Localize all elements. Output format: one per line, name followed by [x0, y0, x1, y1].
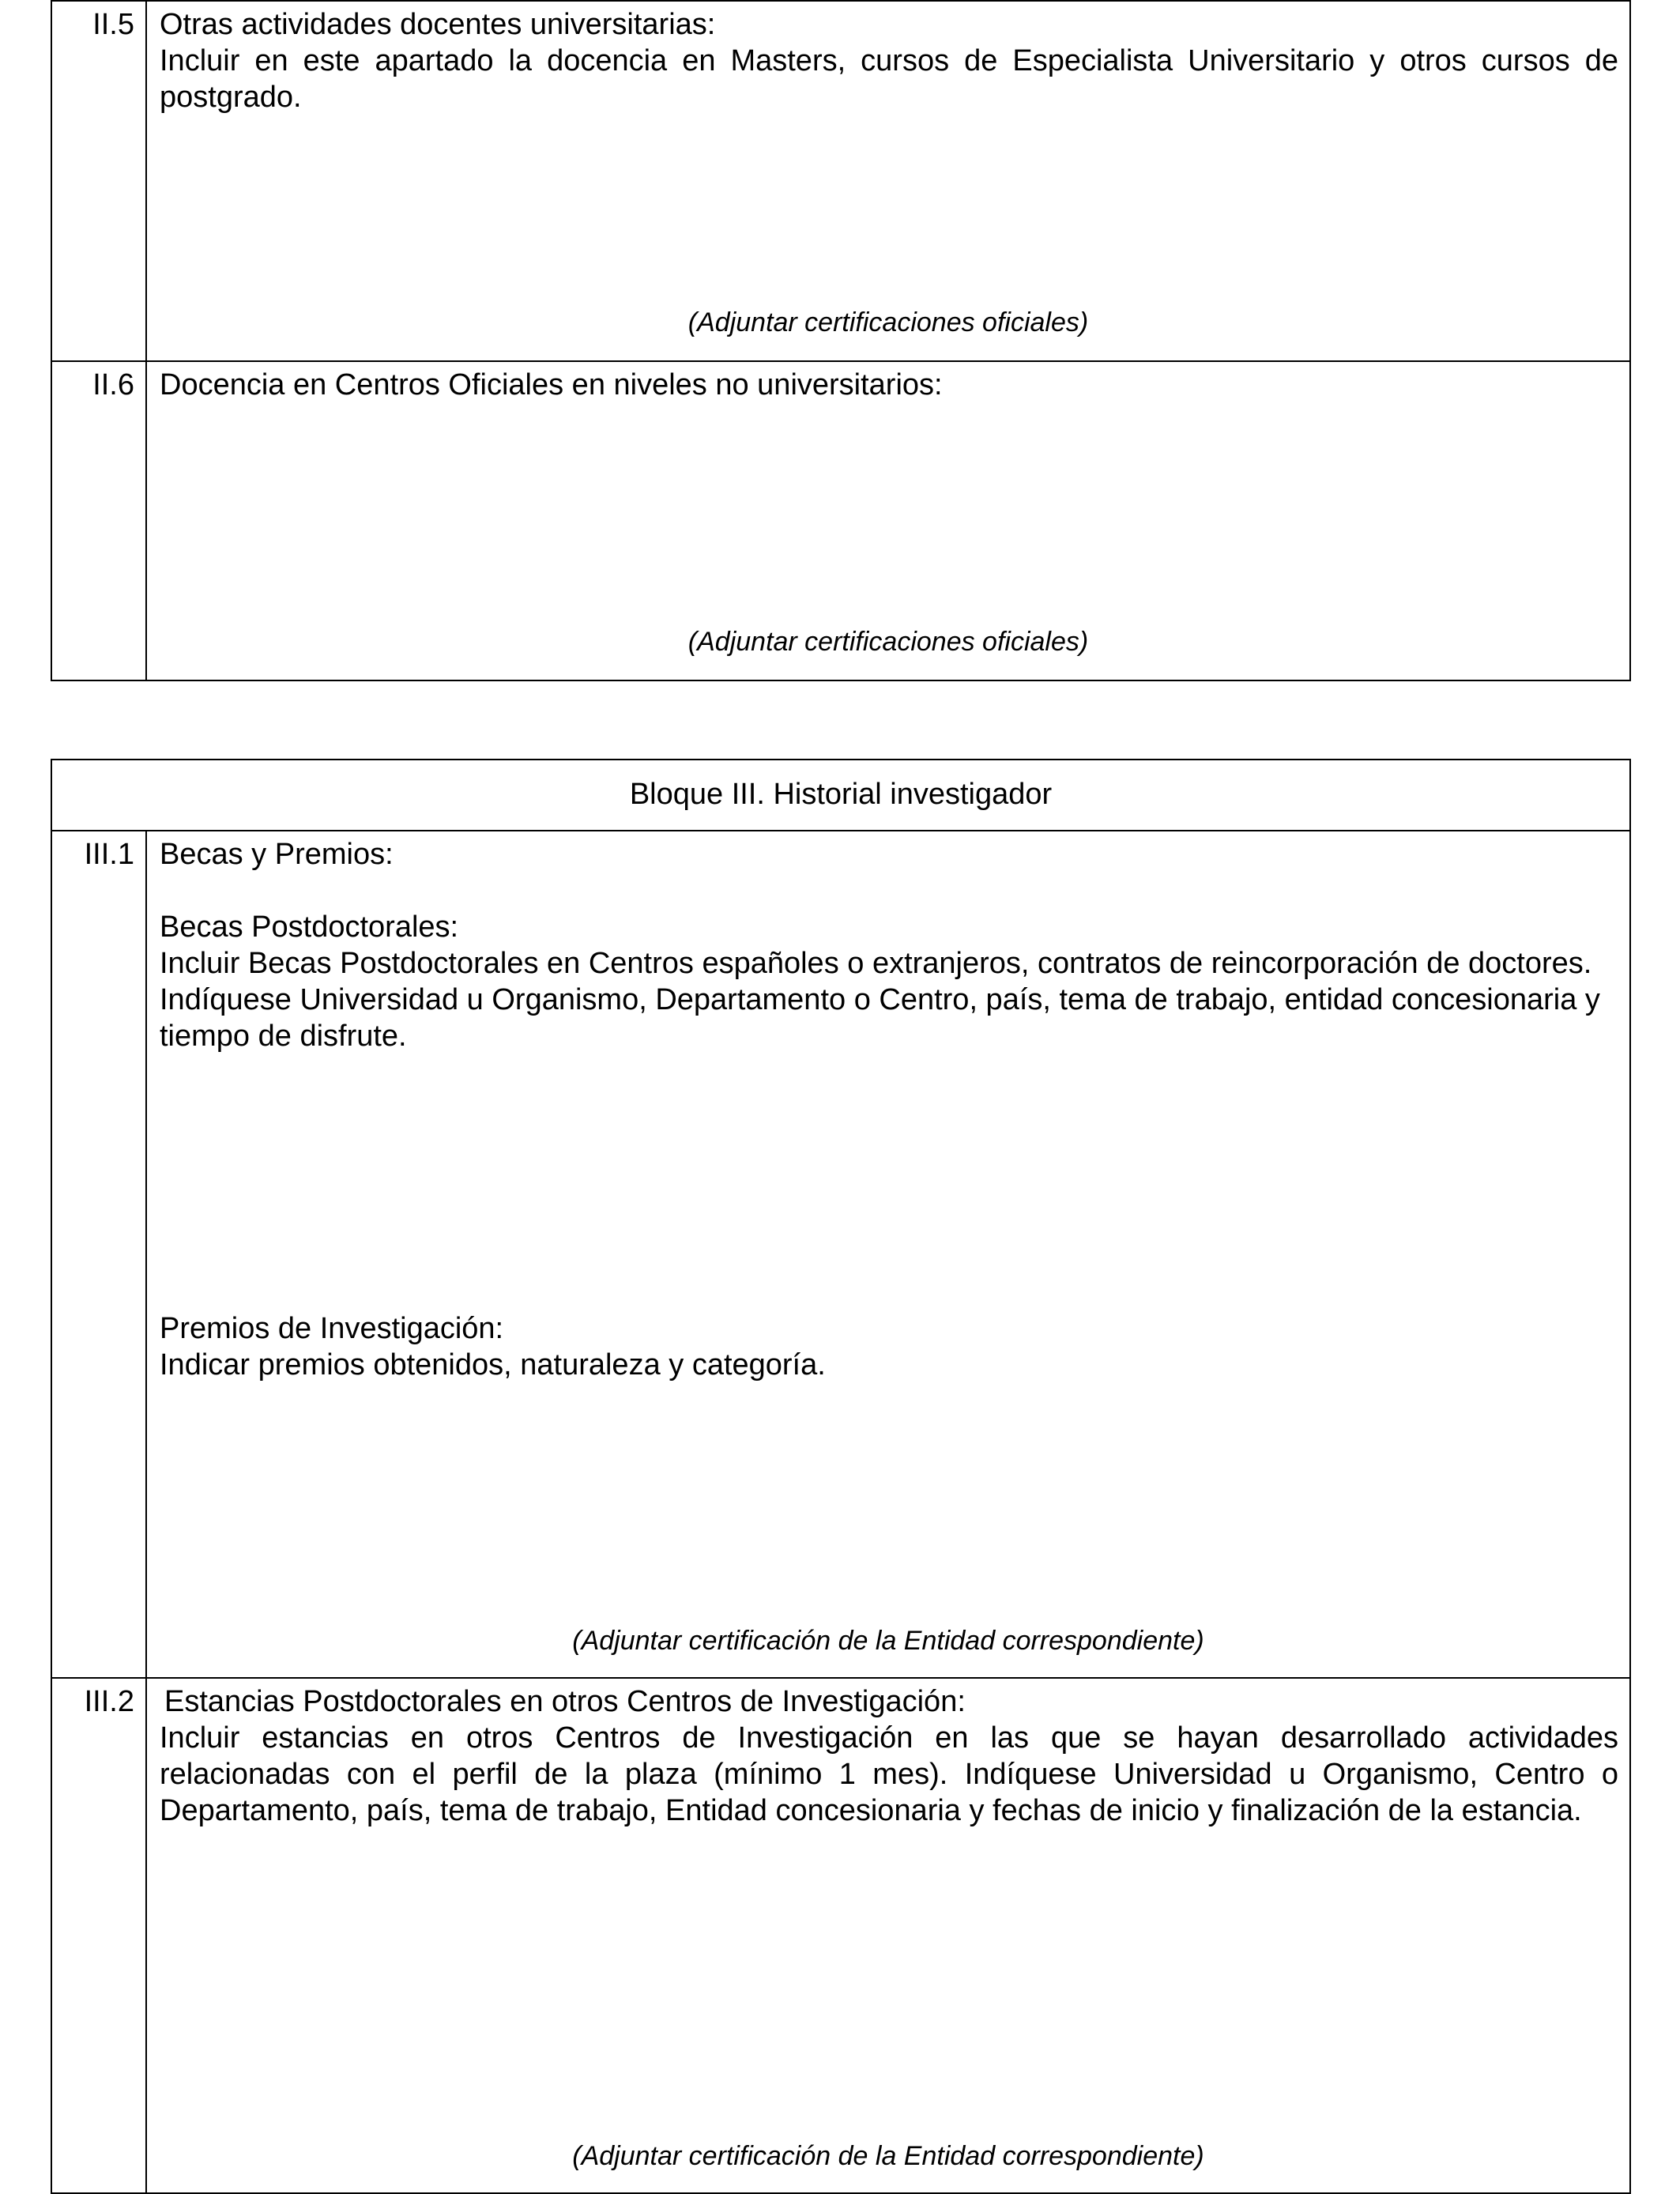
- section-content: [147, 2, 1629, 360]
- block-header: Bloque III. Historial investigador: [629, 778, 1053, 811]
- section-number: II.5: [52, 2, 147, 360]
- section-number: III.1: [52, 831, 147, 1677]
- section-number: II.6: [52, 362, 147, 680]
- subsection-title: Becas Postdoctorales:: [160, 910, 459, 944]
- subsection-title: Premios de Investigación:: [160, 1312, 504, 1345]
- section-number: III.2: [52, 1679, 147, 2192]
- section-description: Incluir estancias en otros Centros de Investigación en las que se hayan desarrollado actividades relacionadas con el perfil de la plaza (mínimo 1 mes). Indíquese Universidad u Organismo, Centro o Departamento, país, tema de trabajo, Entidad concesionaria y fechas de inicio y finalización de la estancia.: [160, 1721, 1618, 1827]
- teaching-table: [51, 0, 1631, 681]
- subsection-description: Indicar premios obtenidos, naturaleza y categoría.: [160, 1348, 826, 1382]
- section-content: [147, 362, 1629, 680]
- section-content: [147, 1679, 1629, 2192]
- section-title: Estancias Postdoctorales en otros Centros de Investigación:: [164, 1685, 966, 1718]
- section-title: Docencia en Centros Oficiales en niveles no universitarios:: [160, 368, 943, 401]
- section-row-III2: [52, 1677, 1629, 2192]
- subsection-description: Incluir Becas Postdoctorales en Centros españoles o extranjeros, contratos de reincorporación de doctores. Indíquese Universidad u Organismo, Departamento o Centro, país, tema de trabajo, entidad concesionaria y tiempo de disfrute.: [160, 947, 1600, 1053]
- section-description: Incluir en este apartado la docencia en Masters, cursos de Especialista Universitario y otros cursos de postgrado.: [160, 44, 1618, 114]
- attachment-note: (Adjuntar certificación de la Entidad correspondiente): [572, 1626, 1204, 1656]
- attachment-note: (Adjuntar certificaciones oficiales): [687, 307, 1089, 337]
- section-row-II5: [52, 2, 1629, 360]
- research-table: [51, 759, 1631, 2194]
- section-row-III1: [52, 830, 1629, 1677]
- section-content: [147, 831, 1629, 1677]
- section-title: Becas y Premios:: [160, 838, 394, 871]
- section-title: Otras actividades docentes universitarias:: [160, 8, 716, 41]
- section-row-II6: [52, 360, 1629, 680]
- attachment-note: (Adjuntar certificaciones oficiales): [687, 627, 1089, 657]
- attachment-note: (Adjuntar certificación de la Entidad correspondiente): [572, 2141, 1204, 2171]
